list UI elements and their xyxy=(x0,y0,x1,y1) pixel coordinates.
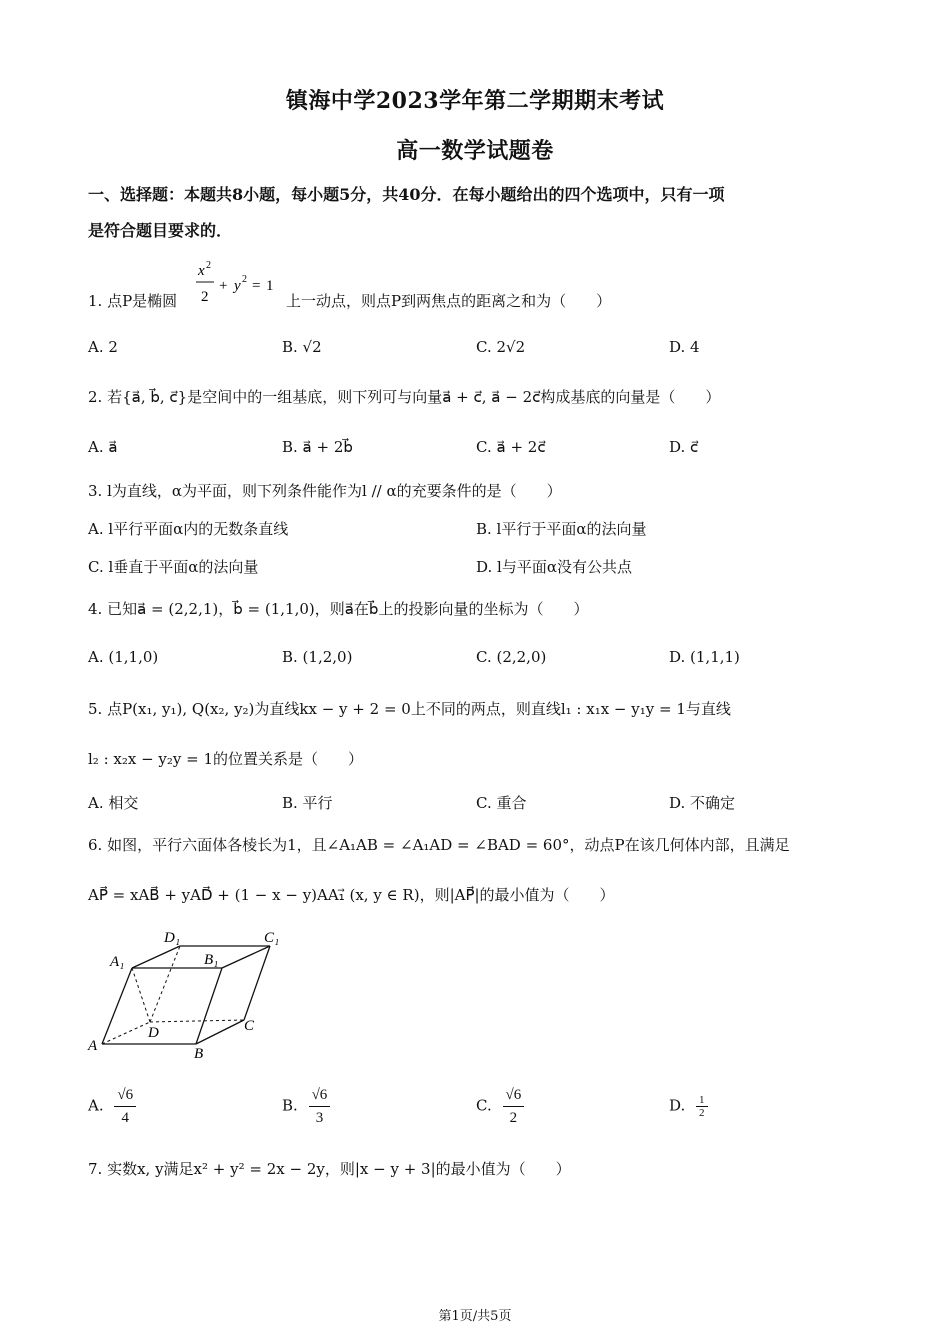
q6-option-c[interactable] xyxy=(476,1084,524,1129)
label-b: B xyxy=(194,1046,204,1062)
q3-option-c[interactable]: C. l垂直于平面α的法向量 xyxy=(88,558,259,576)
q6-option-c-prefix: C. xyxy=(476,1096,492,1115)
q6-option-a[interactable] xyxy=(88,1084,136,1129)
q1-option-b[interactable]: B. √2 xyxy=(282,338,322,356)
q1-option-c[interactable]: C. 2√2 xyxy=(476,338,526,356)
q6-option-c-denominator: 2 xyxy=(509,1110,518,1126)
label-d1: D₁ xyxy=(164,930,181,946)
q6-parallelepiped-figure xyxy=(84,924,294,1064)
q6-option-b-denominator: 3 xyxy=(315,1110,324,1126)
q3-option-b[interactable]: B. l平行于平面α的法向量 xyxy=(476,520,647,538)
q6-option-d-prefix: D. xyxy=(669,1096,686,1115)
section-heading-line2: 是符合题目要求的． xyxy=(88,221,233,240)
section-heading-line1: 一、选择题：本题共8小题，每小题5分，共40分．在每小题给出的四个选项中，只有一项 xyxy=(88,185,725,204)
q6-option-d-numerator: 1 xyxy=(696,1094,708,1107)
q6-option-b-numerator: √6 xyxy=(309,1084,331,1107)
q5-option-a[interactable]: A. 相交 xyxy=(88,794,139,812)
q1-option-d[interactable]: D. 4 xyxy=(669,338,700,356)
q3-option-a[interactable]: A. l平行平面α内的无数条直线 xyxy=(88,520,289,538)
q2-option-b[interactable]: B. a⃗ + 2b⃗ xyxy=(282,438,353,456)
q6-option-b-prefix: B. xyxy=(282,1096,298,1115)
q5-option-c[interactable]: C. 重合 xyxy=(476,794,527,812)
label-a: A xyxy=(88,1038,98,1054)
q1-option-a[interactable]: A. 2 xyxy=(88,338,118,356)
q5-option-b[interactable]: B. 平行 xyxy=(282,794,333,812)
svg-text:x: x xyxy=(198,263,205,279)
svg-text:2: 2 xyxy=(242,274,247,285)
q6-option-d-denominator: 2 xyxy=(699,1107,705,1119)
q6-option-d[interactable] xyxy=(669,1094,708,1119)
label-b1: B₁ xyxy=(204,952,219,968)
q6-option-a-prefix: A. xyxy=(88,1096,104,1115)
q7-stem: 7. 实数x, y满足x² + y² = 2x − 2y，则|x − y + 3|的最小值为（ ） xyxy=(88,1160,571,1178)
q5-stem-line2: l₂ : x₂x − y₂y = 1的位置关系是（ ） xyxy=(88,750,364,768)
q4-stem: 4. 已知a⃗ = (2,2,1)，b⃗ = (1,1,0)，则a⃗在b⃗上的投影向量的坐标为（ ） xyxy=(88,600,589,618)
q1-stem-before: 1. 点P是椭圆 xyxy=(88,292,178,310)
q2-stem: 2. 若{a⃗, b⃗, c⃗}是空间中的一组基底，则下列可与向量a⃗ + c⃗, a⃗ − 2c⃗构成基底的向量是（ ） xyxy=(88,388,721,406)
q6-stem-line2: AP⃗ = xAB⃗ + yAD⃗ + (1 − x − y)AA₁⃗ (x, y ∈ R)，则|AP⃗|的最小值为（ ） xyxy=(88,886,615,904)
svg-text:2: 2 xyxy=(206,260,211,271)
label-a1: A₁ xyxy=(110,954,125,970)
q5-option-d[interactable]: D. 不确定 xyxy=(669,794,736,812)
q6-option-a-numerator: √6 xyxy=(114,1084,136,1107)
q2-option-d[interactable]: D. c⃗ xyxy=(669,438,699,456)
q5-stem-line1: 5. 点P(x₁, y₁), Q(x₂, y₂)为直线kx − y + 2 = 0上不同的两点，则直线l₁ : x₁x − y₁y = 1与直线 xyxy=(88,700,731,718)
q6-option-b[interactable] xyxy=(282,1084,330,1129)
svg-text:1: 1 xyxy=(266,278,274,294)
q6-option-c-numerator: √6 xyxy=(503,1084,525,1107)
q4-option-d[interactable]: D. (1,1,1) xyxy=(669,648,740,666)
q2-option-a[interactable]: A. a⃗ xyxy=(88,438,118,456)
svg-text:+: + xyxy=(219,278,228,294)
q1-stem-after: 上一动点，则点P到两焦点的距离之和为（ ） xyxy=(286,292,612,310)
q6-option-a-denominator: 4 xyxy=(121,1110,129,1126)
page-subtitle: 高一数学试题卷 xyxy=(396,138,554,164)
q6-stem-line1: 6. 如图，平行六面体各棱长为1，且∠A₁AB = ∠A₁AD = ∠BAD = 60°，动点P在该几何体内部，且满足 xyxy=(88,836,790,854)
q4-option-a[interactable]: A. (1,1,0) xyxy=(88,648,159,666)
page-number: 第1页/共5页 xyxy=(438,1309,512,1324)
svg-text:=: = xyxy=(252,278,261,294)
label-c: C xyxy=(244,1018,255,1034)
q3-option-d[interactable]: D. l与平面α没有公共点 xyxy=(476,558,632,576)
q3-stem: 3. l为直线，α为平面，则下列条件能作为l // α的充要条件的是（ ） xyxy=(88,482,562,500)
q4-option-c[interactable]: C. (2,2,0) xyxy=(476,648,547,666)
q4-option-b[interactable]: B. (1,2,0) xyxy=(282,648,353,666)
label-c1: C₁ xyxy=(264,930,280,946)
svg-text:2: 2 xyxy=(201,289,209,305)
page-title: 镇海中学2023学年第二学期期末考试 xyxy=(285,88,665,114)
q2-option-c[interactable]: C. a⃗ + 2c⃗ xyxy=(476,438,546,456)
q1-ellipse-formula xyxy=(192,258,284,308)
label-d: D xyxy=(148,1025,159,1041)
svg-text:y: y xyxy=(234,278,241,294)
